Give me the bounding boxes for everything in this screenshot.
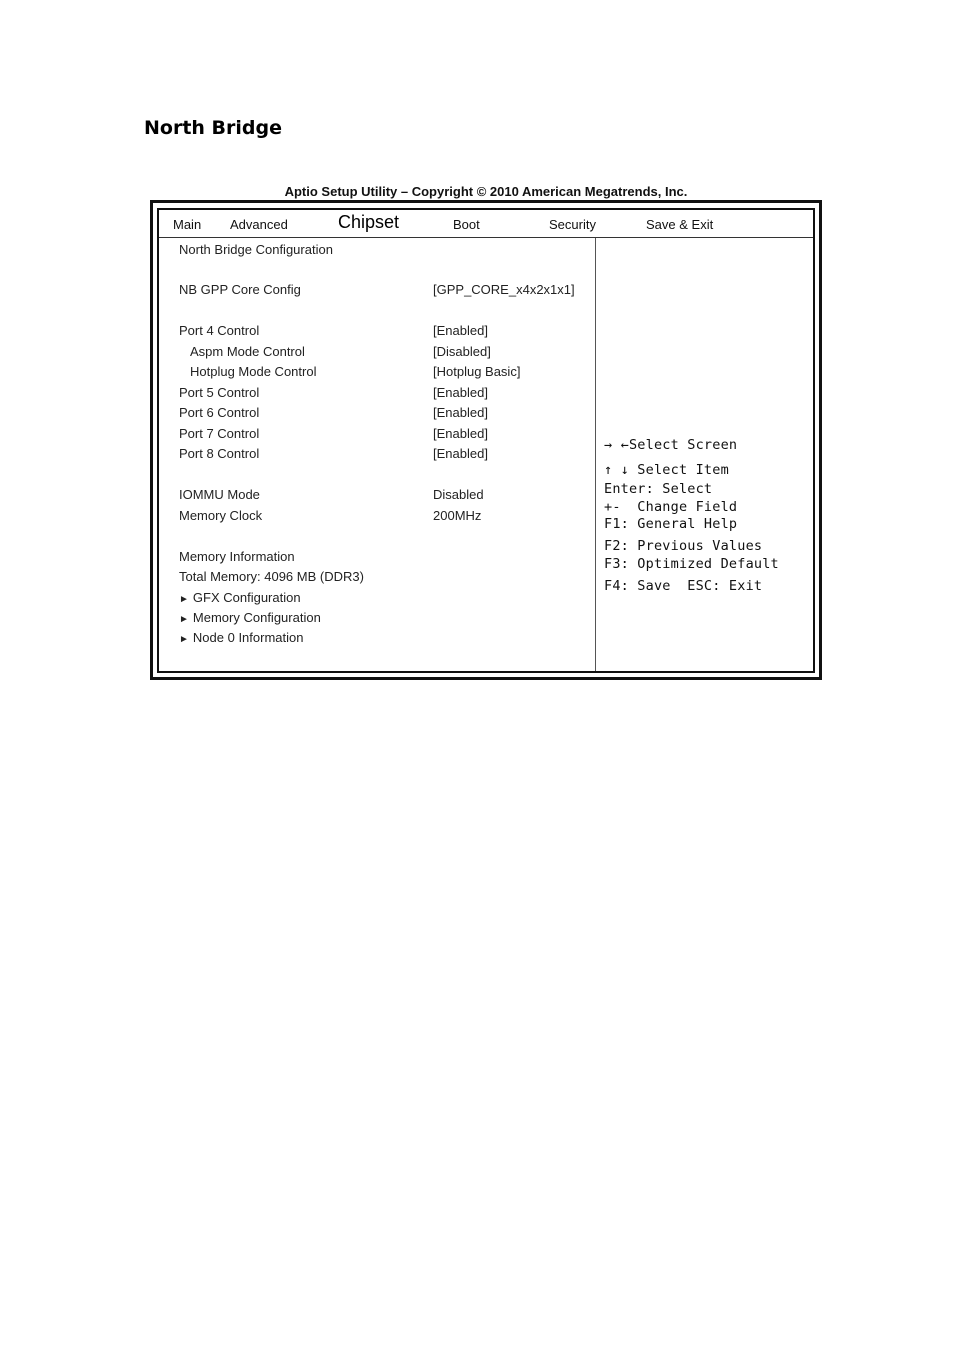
tab-main[interactable]: Main [173,217,202,232]
tab-bar [159,210,813,238]
setting-memclock-value: 200MHz [433,508,482,523]
submenu-arrow-icon: ► [179,594,189,605]
help-f4: F4: Save ESC: Exit [604,578,763,594]
submenu-arrow-icon: ► [179,634,189,645]
page-title: North Bridge [144,117,283,139]
bios-inner-frame [157,208,815,673]
submenu-label: Memory Configuration [192,610,321,625]
setting-aspm-label[interactable]: Aspm Mode Control [190,344,305,359]
setting-port5-value[interactable]: [Enabled] [433,385,488,400]
help-select-screen: → ←Select Screen [604,437,738,453]
setting-port4-label[interactable]: Port 4 Control [179,323,260,338]
setting-nb-gpp-label[interactable]: NB GPP Core Config [179,282,301,297]
help-change-field: +- Change Field [604,499,738,515]
tab-security[interactable]: Security [549,217,596,232]
help-f2: F2: Previous Values [604,538,763,554]
setting-hotplug-value[interactable]: [Hotplug Basic] [433,364,521,379]
setting-aspm-value[interactable]: [Disabled] [433,344,491,359]
submenu-gfx-configuration[interactable] [179,590,301,605]
setting-port4-value[interactable]: [Enabled] [433,323,488,338]
help-select-item: ↑ ↓ Select Item [604,462,729,478]
memory-info-total: Total Memory: 4096 MB (DDR3) [179,569,364,584]
setting-iommu-value: Disabled [433,487,484,502]
help-enter: Enter: Select [604,481,713,497]
submenu-label: GFX Configuration [192,590,301,605]
tab-save-exit[interactable]: Save & Exit [646,217,714,232]
submenu-arrow-icon: ► [179,614,189,625]
panel-divider [595,238,596,671]
tab-advanced[interactable]: Advanced [230,217,288,232]
bios-caption: Aptio Setup Utility – Copyright © 2010 American Megatrends, Inc. [284,184,688,199]
tab-chipset[interactable]: Chipset [338,212,400,232]
submenu-label: Node 0 Information [192,630,304,645]
setting-port5-label[interactable]: Port 5 Control [179,385,260,400]
setting-hotplug-label[interactable]: Hotplug Mode Control [190,364,317,379]
setting-nb-gpp-value[interactable]: [GPP_CORE_x4x2x1x1] [433,282,575,297]
setting-memclock-label: Memory Clock [179,508,263,523]
help-f1: F1: General Help [604,516,738,532]
submenu-memory-configuration[interactable] [179,610,321,625]
setting-port8-label[interactable]: Port 8 Control [179,446,260,461]
tab-boot[interactable]: Boot [453,217,480,232]
setting-port7-value[interactable]: [Enabled] [433,426,488,441]
bios-setup-window [150,200,822,680]
setting-iommu-label: IOMMU Mode [179,487,260,502]
setting-port6-label[interactable]: Port 6 Control [179,405,260,420]
setting-port7-label[interactable]: Port 7 Control [179,426,260,441]
section-title: North Bridge Configuration [179,242,333,257]
help-f3: F3: Optimized Default [604,556,779,572]
submenu-node0-information[interactable] [179,630,303,645]
memory-info-title: Memory Information [179,549,295,564]
setting-port8-value[interactable]: [Enabled] [433,446,488,461]
setting-port6-value[interactable]: [Enabled] [433,405,488,420]
